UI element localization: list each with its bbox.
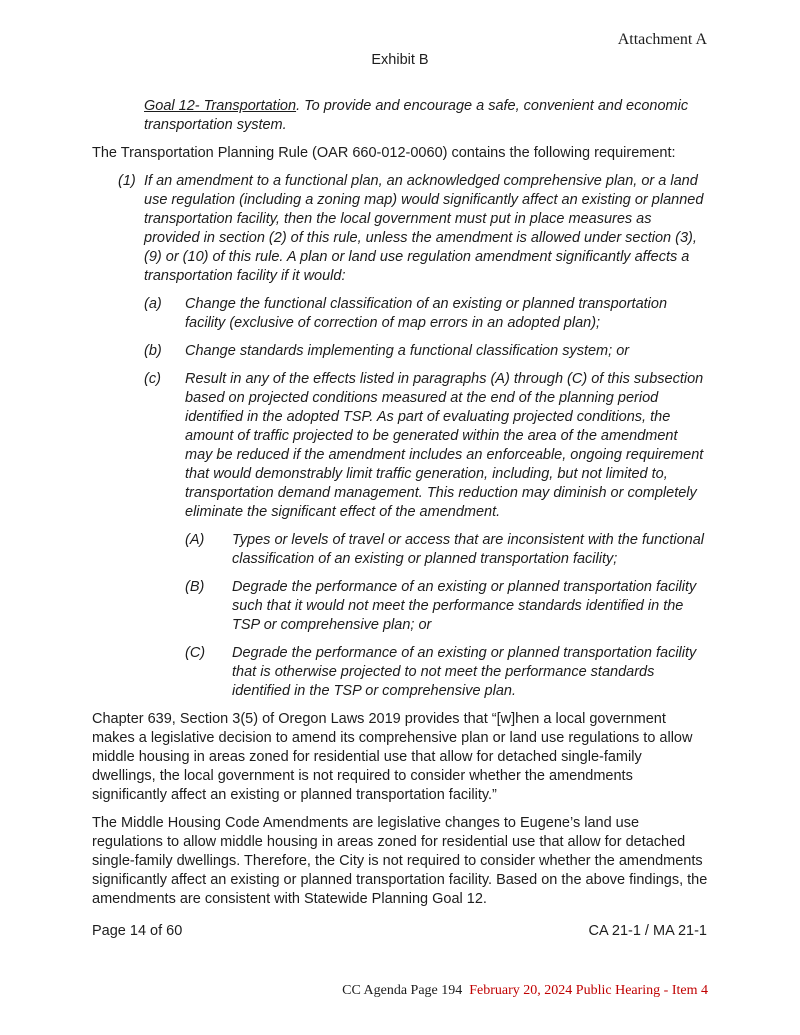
rule-item-A-text: Types or levels of travel or access that are inconsistent with the functional classification of an existing or planned transportation facility; [232, 532, 705, 567]
agenda-page-label: CC Agenda Page 194 [342, 983, 463, 998]
rule-item-A-label: (A) [185, 532, 205, 548]
rule-item-C-text: Degrade the performance of an existing or planned transportation facility that is otherwise projected to not meet the performance standards identified in the TSP or comprehensive plan. [232, 645, 697, 699]
rule-item-b [92, 342, 708, 361]
chapter-639-paragraph: Chapter 639, Section 3(5) of Oregon Laws 2019 provides that “[w]hen a local government makes a legislative decision to amend its comprehensive plan or land use regulations to allow middle housing in areas zoned for residential use that allow for detached single-family dwellings, the local government is not required to consider whether the amendments significantly affect an existing or planned transportation facility.” [92, 711, 693, 803]
goal-heading [144, 97, 708, 135]
attachment-label: Attachment A [617, 31, 707, 48]
rule-item-A [92, 531, 708, 569]
rule-item-1-label: (1) [118, 173, 136, 189]
rule-item-a [92, 295, 708, 333]
rule-item-a-text: Change the functional classification of an existing or planned transportation facility (exclusive of correction of map errors in an adopted plan); [185, 296, 668, 331]
intro-paragraph: The Transportation Planning Rule (OAR 660-012-0060) contains the following requirement: [92, 145, 676, 161]
rule-item-C [92, 644, 708, 701]
agenda-footer [342, 981, 708, 1000]
document-body [92, 97, 708, 918]
case-number-label: CA 21-1 / MA 21-1 [588, 923, 707, 939]
rule-item-1-text: If an amendment to a functional plan, an acknowledged comprehensive plan, or a land use regulation (including a zoning map) would significantly affect an existing or planned transportation facility, then the local government must put in place measures as provided in section (2) of this rule, unless the amendment is allowed under section (3), (9) or (10) of this rule. A plan or land use regulation amendment significantly affects a transportation facility if it would: [144, 173, 704, 284]
rule-item-b-label: (b) [144, 343, 162, 359]
rule-item-c-text: Result in any of the effects listed in paragraphs (A) through (C) of this subsection based on projected conditions measured at the end of the planning period identified in the adopted TSP. As part of evaluating projected conditions, the amount of traffic projected to be generated within the area of the amendment may be reduced if the amendment includes an enforceable, ongoing requirement that would demonstrably limit traffic generation, including, but not limited to, transportation demand management. This reduction may diminish or completely eliminate the significant effect of the amendment. [185, 371, 704, 520]
exhibit-label: Exhibit B [371, 52, 429, 68]
rule-item-C-label: (C) [185, 645, 206, 661]
goal-heading-rest: . To provide and encourage a safe, convenient and economic transportation system. [144, 98, 689, 133]
page-number-label: Page 14 of 60 [92, 923, 183, 939]
page-footer [92, 922, 707, 941]
middle-housing-paragraph: The Middle Housing Code Amendments are legislative changes to Eugene’s land use regulations to allow middle housing in areas zoned for residential use that allow for detached single-family dwellings. Therefore, the City is not required to consider whether the amendments significantly affect an existing or planned transportation facility. Based on the above findings, the amendments are consistent with Statewide Planning Goal 12. [92, 815, 708, 907]
rule-item-b-text: Change standards implementing a functional classification system; or [185, 343, 630, 359]
rule-item-B-text: Degrade the performance of an existing or planned transportation facility such that it would not meet the performance standards identified in the TSP or comprehensive plan; or [232, 579, 697, 633]
public-hearing-label: February 20, 2024 Public Hearing - Item 4 [469, 983, 708, 998]
rule-item-a-label: (a) [144, 296, 162, 312]
rule-item-1 [92, 172, 708, 286]
rule-item-c-label: (c) [144, 371, 161, 387]
rule-item-B-label: (B) [185, 579, 205, 595]
rule-item-c [92, 370, 708, 522]
goal-heading-title: Goal 12- Transportation [144, 98, 297, 114]
rule-item-B [92, 578, 708, 635]
